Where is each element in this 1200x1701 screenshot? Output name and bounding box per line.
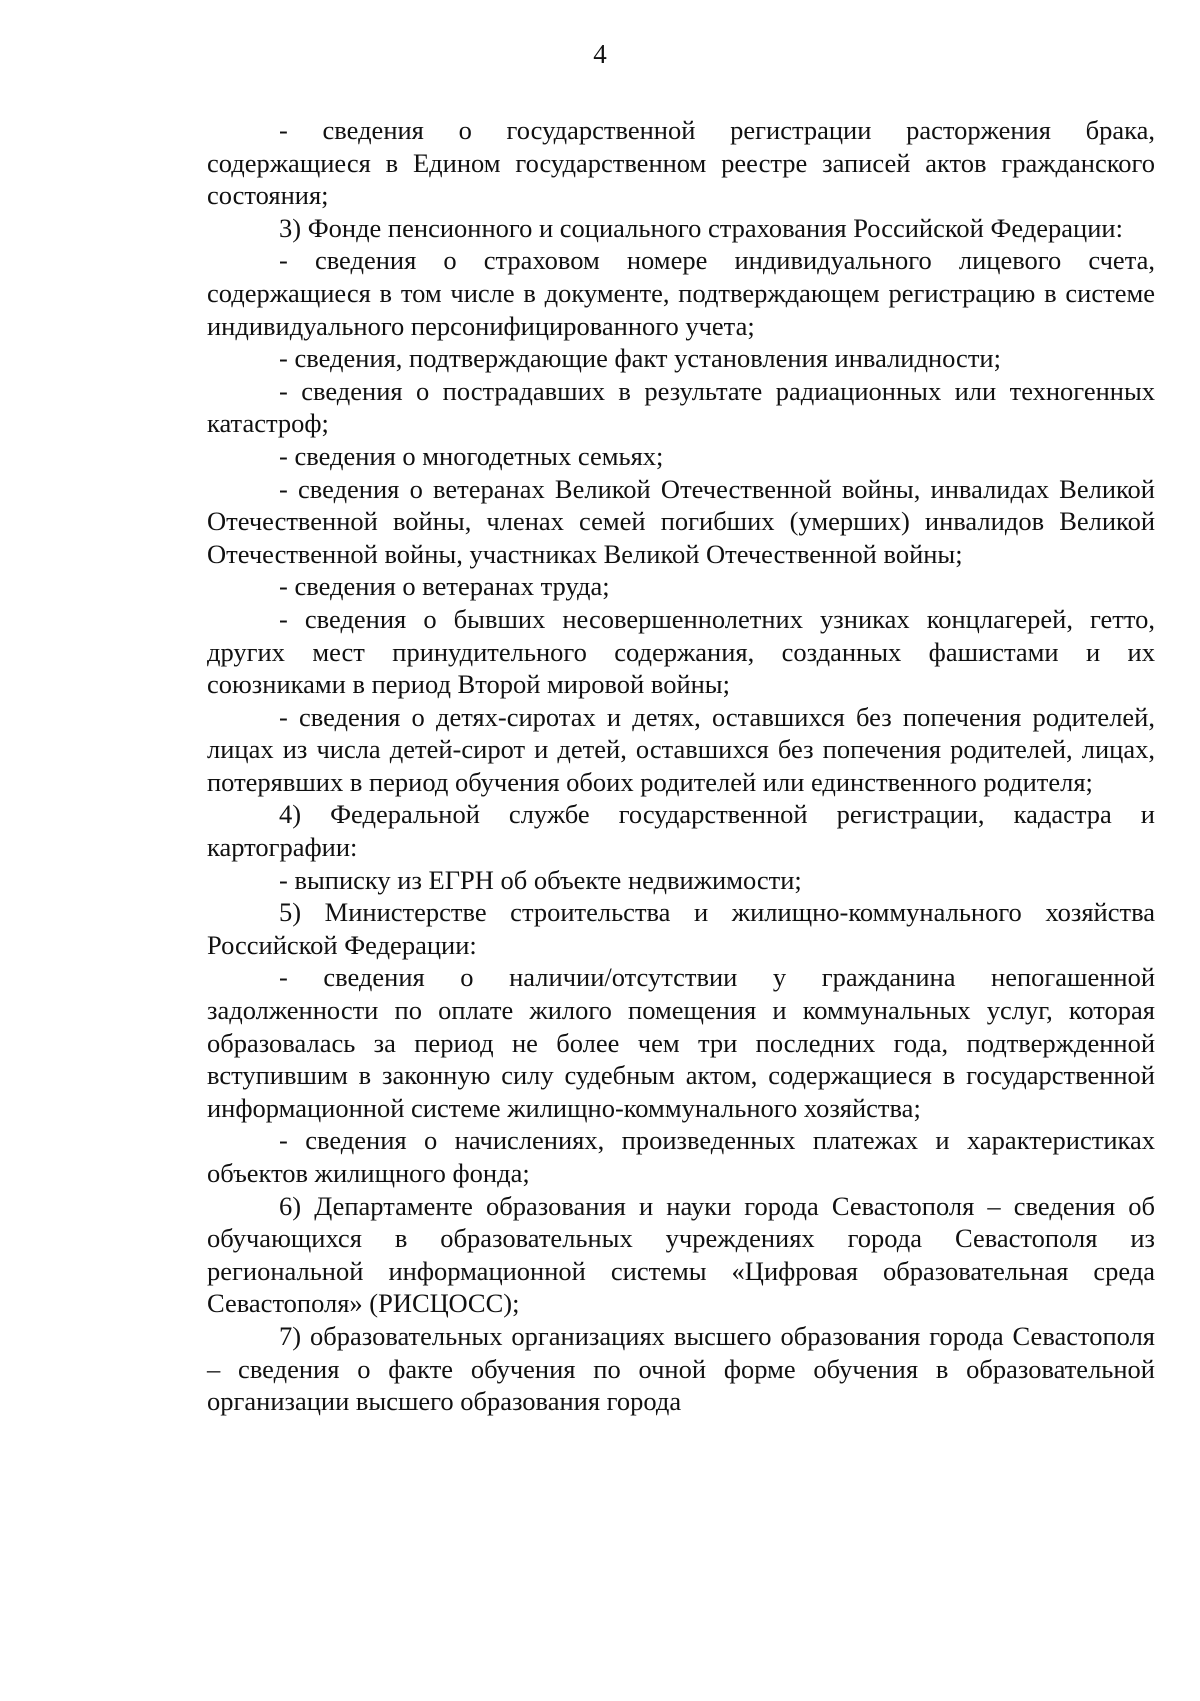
paragraph-rosreestr: 4) Федеральной службе государственной регистрации, кадастра и картографии: — [207, 799, 1155, 863]
paragraph-minstroy: 5) Министерстве строительства и жилищно-коммунального хозяйства Российской Федерации: — [207, 897, 1155, 960]
paragraph-disability: - сведения, подтверждающие факт установления инвалидности; — [279, 343, 1001, 374]
page-number: 4 — [593, 39, 607, 69]
paragraph-higher-education: 7) образовательных организациях высшего образования города Севастополя – сведения о факте обучения по очной форме обучения в образовательной организации высшего образования города — [207, 1320, 1155, 1417]
paragraph-pension-fund: 3) Фонде пенсионного и социального страхования Российской Федерации: — [279, 212, 1123, 243]
paragraph-egrn-extract: - выписку из ЕГРН об объекте недвижимости; — [279, 864, 802, 895]
paragraph-utility-debt: - сведения о наличии/отсутствии у гражданина непогашенной задолженности по оплате жилого помещения и коммунальных услуг, которая образовалась за период не более чем три последних года, подтвержденной вступившим в законную силу судебным актом, содержащиеся в государственной информационной системе жилищно-коммунального хозяйства; — [207, 962, 1155, 1123]
paragraph-former-prisoners: - сведения о бывших несовершеннолетних узниках концлагерей, гетто, других мест принудительного содержания, созданных фашистами и их союзниками в период Второй мировой войны; — [207, 603, 1155, 700]
paragraph-radiation-victims: - сведения о пострадавших в результате радиационных или техногенных катастроф; — [207, 375, 1155, 439]
paragraph-education-department: 6) Департаменте образования и науки города Севастополя – сведения об обучающихся в образовательных учреждениях города Севастополя из региональной информационной системы «Цифровая образовательная среда Севастополя» (РИСЦОСС); — [207, 1190, 1155, 1319]
paragraph-labor-veterans: - сведения о ветеранах труда; — [279, 571, 610, 602]
paragraph-large-families: - сведения о многодетных семьях; — [279, 440, 664, 471]
paragraph-divorce-registration: - сведения о государственной регистрации расторжения брака, содержащиеся в Едином государственном реестре записей актов гражданского состояния; — [207, 115, 1155, 211]
paragraph-insurance-number: - сведения о страховом номере индивидуального лицевого счета, содержащиеся в том числе в документе, подтверждающем регистрацию в системе индивидуального персонифицированного учета; — [207, 245, 1155, 341]
paragraph-orphans: - сведения о детях-сиротах и детях, оставшихся без попечения родителей, лицах из числа детей-сирот и детей, оставшихся без попечения родителей, лицах, потерявших в период обучения обоих родителей или единственного родителя; — [207, 701, 1155, 797]
document-body — [207, 114, 1155, 1418]
paragraph-war-veterans: - сведения о ветеранах Великой Отечественной войны, инвалидах Великой Отечественной войны, членах семей погибших (умерших) инвалидов Великой Отечественной войны, участниках Великой Отечественной войны; — [207, 473, 1155, 569]
paragraph-housing-payments: - сведения о начислениях, произведенных платежах и характеристиках объектов жилищного фонда; — [207, 1125, 1155, 1188]
